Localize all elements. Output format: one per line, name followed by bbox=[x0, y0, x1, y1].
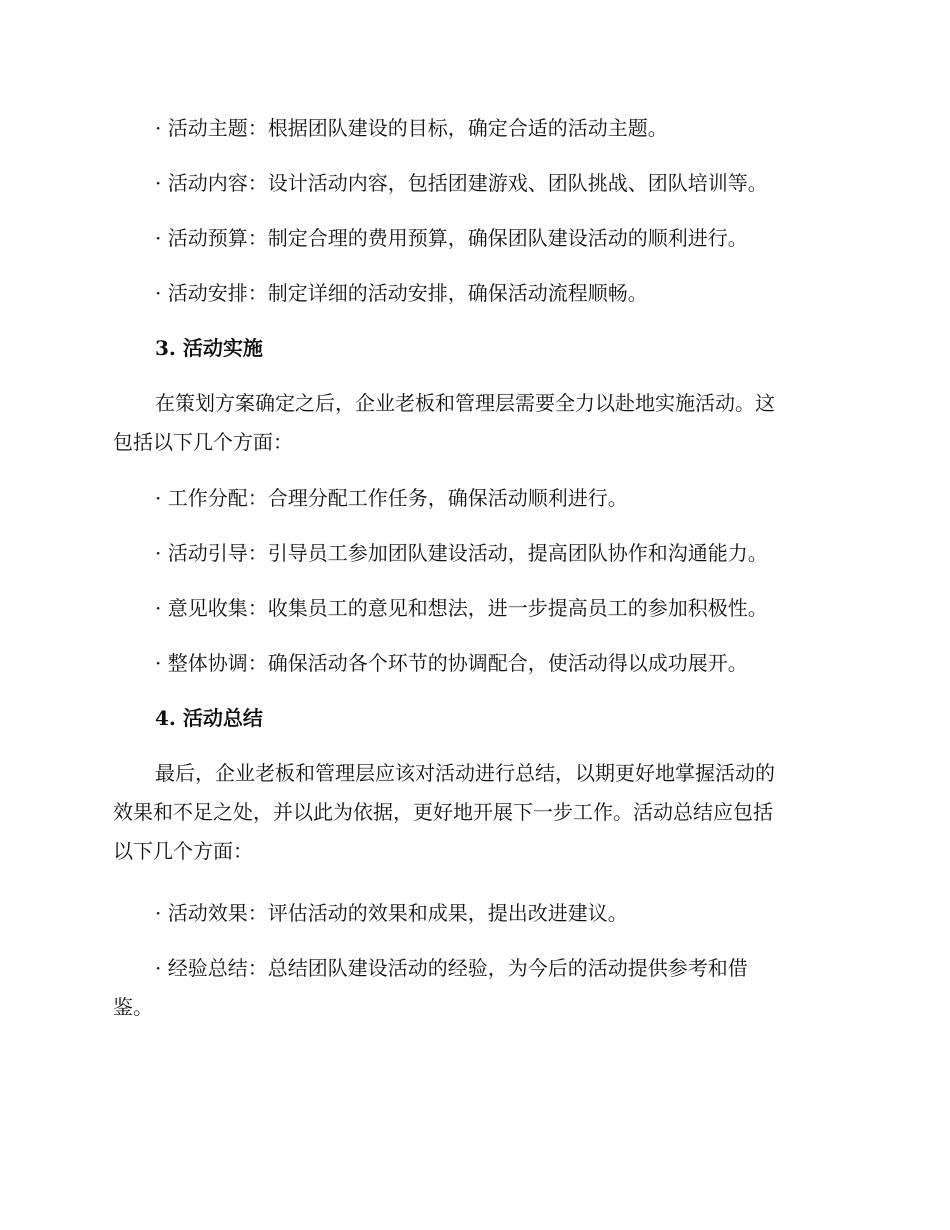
bullet-activity-schedule: · 活动安排：制定详细的活动安排，确保活动流程顺畅。 bbox=[155, 281, 648, 305]
bullet-feedback-collection: · 意见收集：收集员工的意见和想法，进一步提高员工的参加积极性。 bbox=[155, 596, 768, 620]
section-4-heading: 4. 活动总结 bbox=[155, 706, 263, 730]
bullet-activity-budget: · 活动预算：制定合理的费用预算，确保团队建设活动的顺利进行。 bbox=[155, 226, 748, 250]
bullet-experience-summary-line-1: · 经验总结：总结团队建设活动的经验，为今后的活动提供参考和借 bbox=[155, 956, 748, 980]
bullet-experience-summary-line-2: 鉴。 bbox=[113, 995, 153, 1019]
bullet-activity-effect: · 活动效果：评估活动的效果和成果，提出改进建议。 bbox=[155, 901, 628, 925]
section-4-paragraph-line-3: 以下几个方面： bbox=[113, 839, 253, 863]
section-3-paragraph-line-1: 在策划方案确定之后，企业老板和管理层需要全力以赴地实施活动。这 bbox=[155, 391, 775, 415]
bullet-activity-content: · 活动内容：设计活动内容，包括团建游戏、团队挑战、团队培训等。 bbox=[155, 171, 768, 195]
bullet-activity-theme: · 活动主题：根据团队建设的目标，确定合适的活动主题。 bbox=[155, 116, 668, 140]
section-4-paragraph-line-1: 最后，企业老板和管理层应该对活动进行总结，以期更好地掌握活动的 bbox=[155, 761, 775, 785]
section-3-heading: 3. 活动实施 bbox=[155, 336, 263, 360]
bullet-activity-guidance: · 活动引导：引导员工参加团队建设活动，提高团队协作和沟通能力。 bbox=[155, 541, 768, 565]
bullet-work-allocation: · 工作分配：合理分配工作任务，确保活动顺利进行。 bbox=[155, 486, 628, 510]
bullet-overall-coordination: · 整体协调：确保活动各个环节的协调配合，使活动得以成功展开。 bbox=[155, 651, 748, 675]
section-4-paragraph-line-2: 效果和不足之处，并以此为依据，更好地开展下一步工作。活动总结应包括 bbox=[113, 800, 773, 824]
section-3-paragraph-line-2: 包括以下几个方面： bbox=[113, 430, 293, 454]
